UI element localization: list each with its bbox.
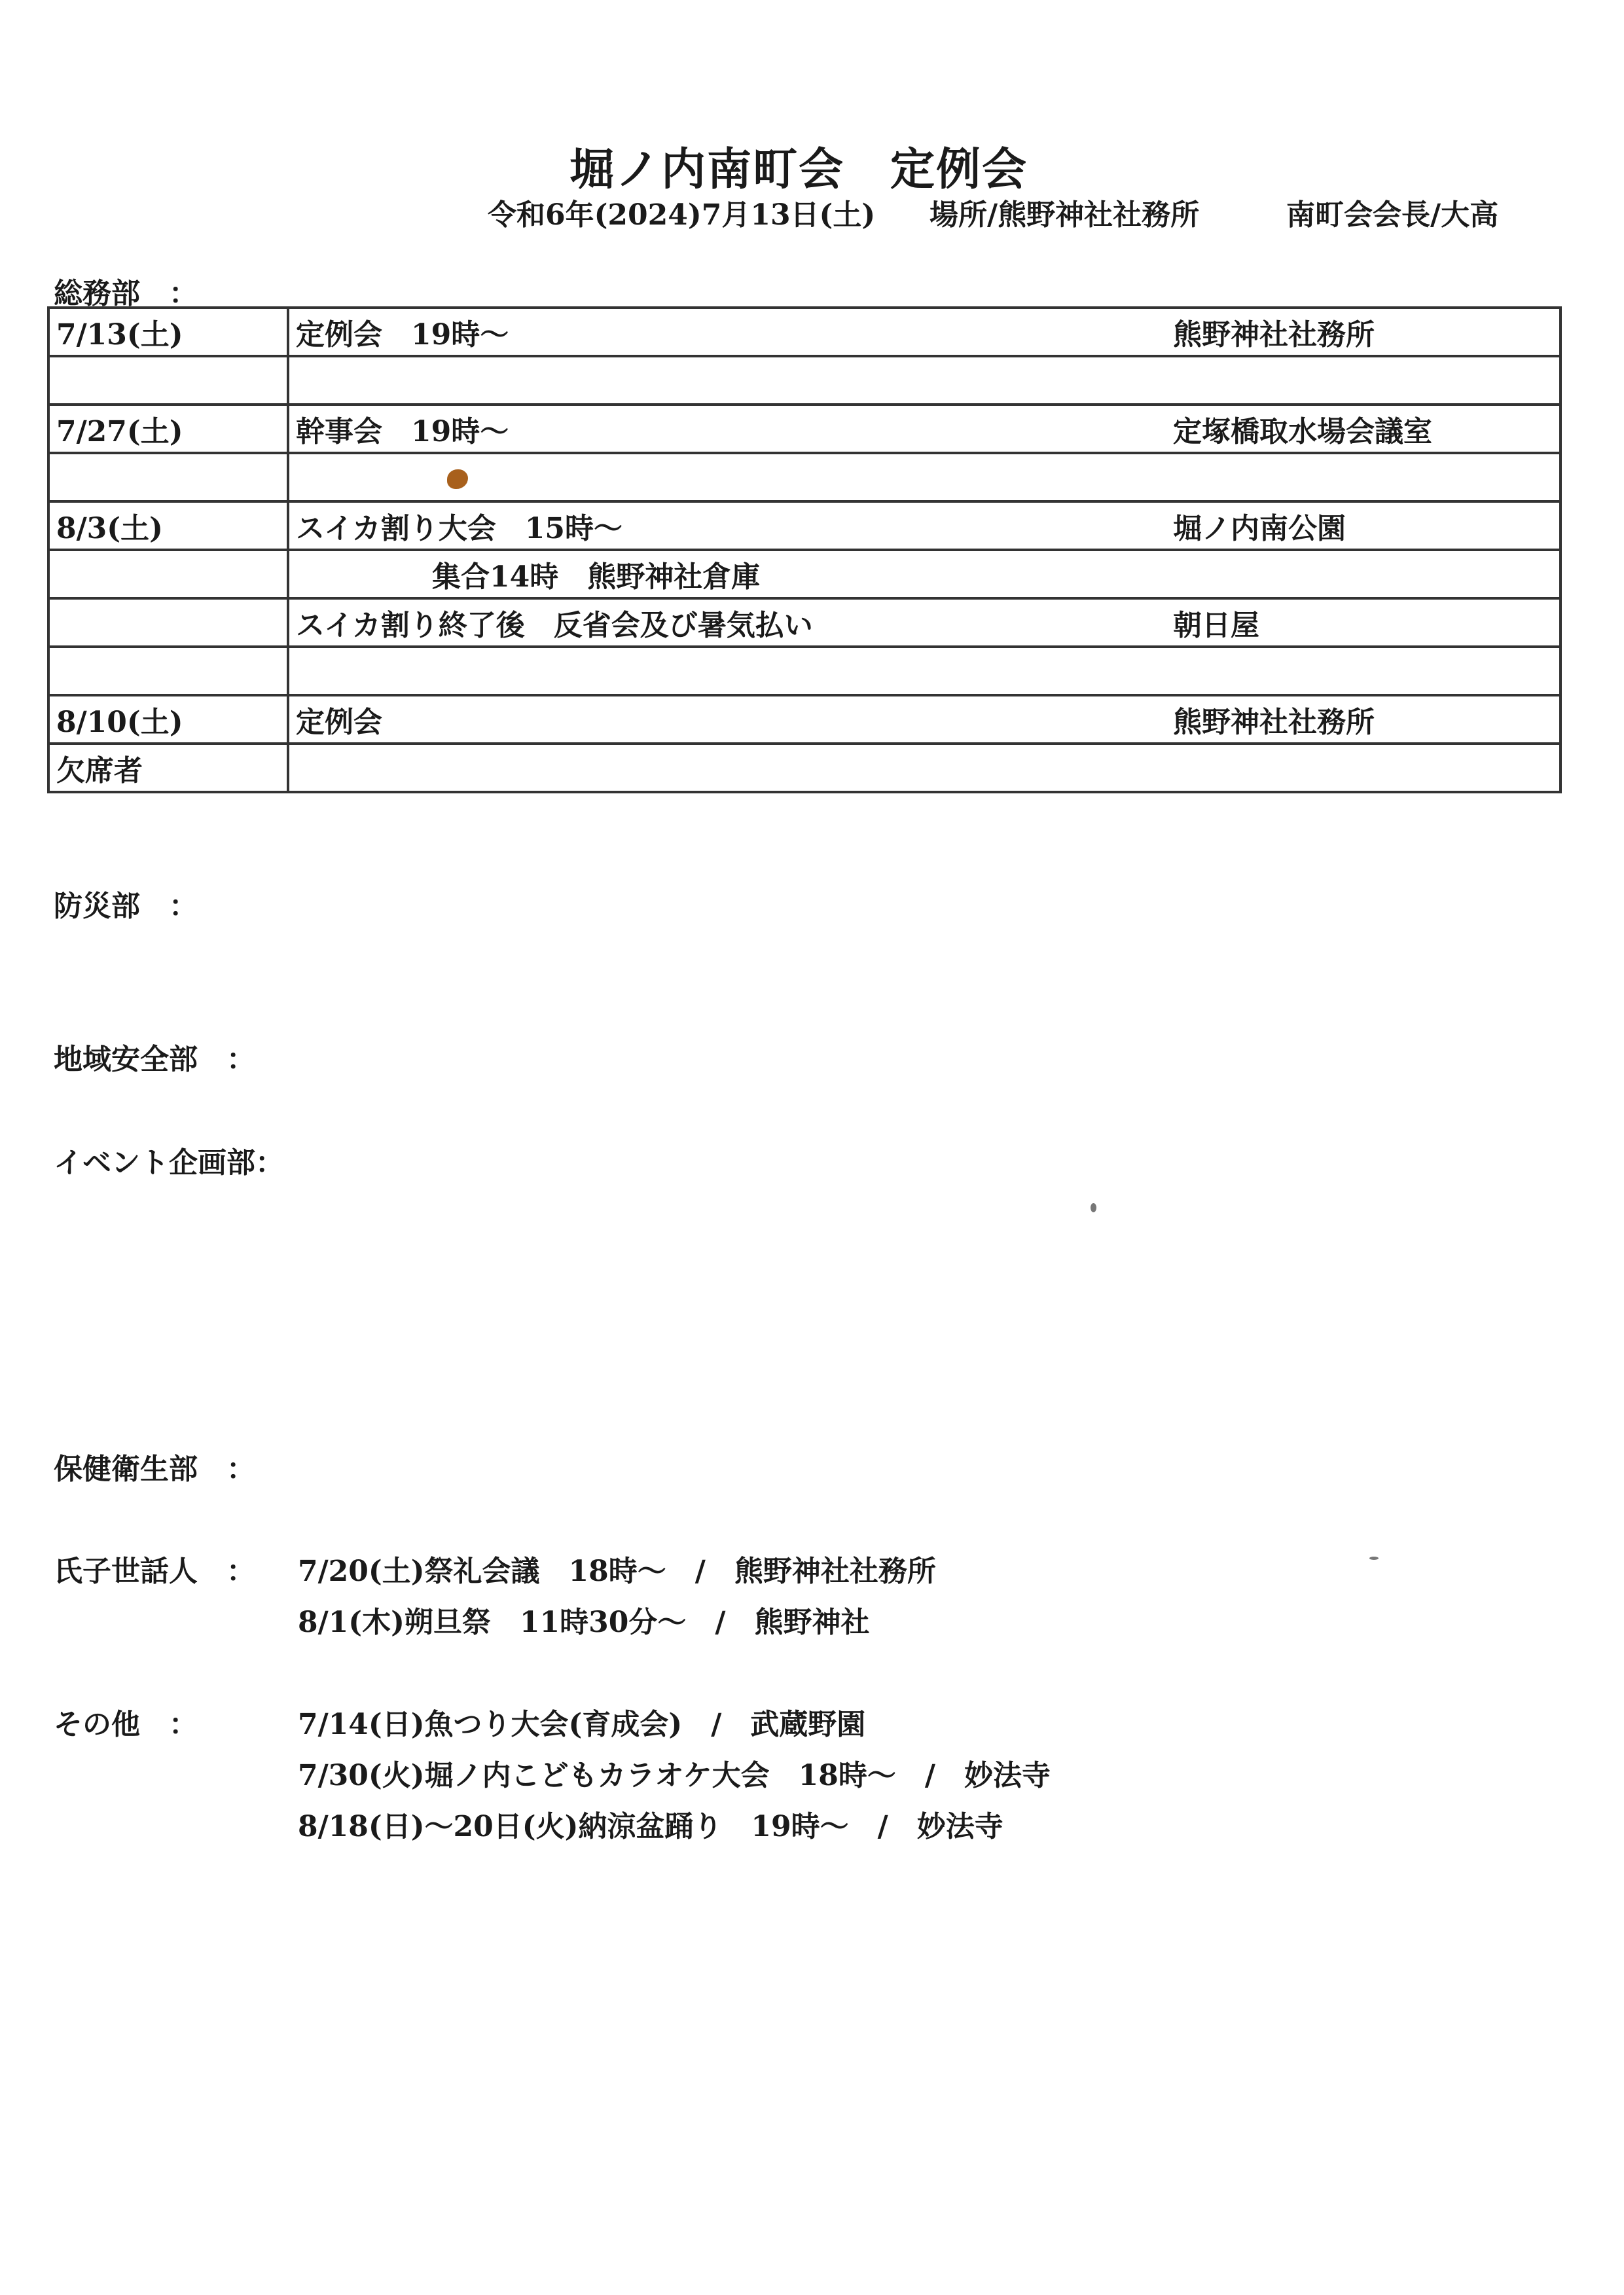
ujiko-item: 7/20(土)祭礼会議 18時～ / 熊野神社社務所 (298, 1555, 936, 1588)
row-date (48, 453, 288, 501)
absentees-label: 欠席者 (48, 744, 288, 792)
row-content (288, 550, 1166, 598)
section-chiiki: 地域安全部 ： (54, 1043, 255, 1076)
row-date (48, 356, 288, 405)
table-row (48, 695, 1561, 744)
sonota-item: 7/30(火)堀ノ内こどもカラオケ大会 18時～ / 妙法寺 (298, 1759, 1051, 1792)
row-place: 朝日屋 (1166, 598, 1561, 647)
section-somu: 総務部 ： (54, 277, 198, 310)
row-place (1166, 356, 1561, 405)
table-row (48, 308, 1561, 356)
row-content: 定例会 (288, 695, 1166, 744)
section-sonota: その他 ： (54, 1708, 198, 1741)
row-content: スイカ割り終了後 反省会及び暑気払い (288, 598, 1166, 647)
row-content: スイカ割り大会 15時～ (288, 501, 1166, 550)
row-content (288, 356, 1166, 405)
row-content: 幹事会 19時～ (288, 405, 1166, 453)
meeting-date: 令和6年(2024)7月13日(土) (488, 198, 876, 232)
speck-mark (1369, 1557, 1379, 1560)
sonota-item: 8/18(日)～20日(火)納涼盆踊り 19時～ / 妙法寺 (298, 1810, 1003, 1843)
meeting-place: 場所/熊野神社社務所 (929, 198, 1200, 232)
section-ujiko: 氏子世話人 ： (54, 1555, 255, 1588)
row-date (48, 550, 288, 598)
meeting-chair: 南町会会長/大高 (1286, 198, 1499, 232)
table-row (48, 453, 1561, 501)
section-hoken: 保健衛生部 ： (54, 1453, 255, 1486)
row-place: 熊野神社社務所 (1166, 308, 1561, 356)
row-date (48, 647, 288, 695)
somu-schedule-table (47, 306, 1562, 793)
section-bousai: 防災部 ： (54, 890, 198, 923)
table-row (48, 405, 1561, 453)
row-place (1166, 550, 1561, 598)
row-content-text: 集合14時 熊野神社倉庫 (432, 560, 761, 594)
table-row (48, 647, 1561, 695)
row-place (1166, 453, 1561, 501)
row-content (288, 647, 1166, 695)
row-place (1166, 744, 1561, 792)
page-title: 堀ノ内南町会 定例会 (569, 143, 1028, 196)
row-date: 8/3(土) (48, 501, 288, 550)
speck-mark (1091, 1203, 1096, 1212)
row-date (48, 598, 288, 647)
row-content (288, 453, 1166, 501)
row-content (288, 744, 1166, 792)
sonota-item: 7/14(日)魚つり大会(育成会) / 武蔵野園 (298, 1708, 866, 1741)
row-place (1166, 647, 1561, 695)
table-row (48, 356, 1561, 405)
row-date: 7/27(土) (48, 405, 288, 453)
row-place: 熊野神社社務所 (1166, 695, 1561, 744)
row-place: 堀ノ内南公園 (1166, 501, 1561, 550)
row-date: 7/13(土) (48, 308, 288, 356)
table-row (48, 598, 1561, 647)
row-place: 定塚橋取水場会議室 (1166, 405, 1561, 453)
row-date: 8/10(土) (48, 695, 288, 744)
section-event: イベント企画部： (54, 1146, 284, 1180)
table-row (48, 501, 1561, 550)
table-row (48, 744, 1561, 792)
ujiko-item: 8/1(木)朔旦祭 11時30分～ / 熊野神社 (298, 1606, 870, 1639)
row-content: 定例会 19時～ (288, 308, 1166, 356)
table-row (48, 550, 1561, 598)
